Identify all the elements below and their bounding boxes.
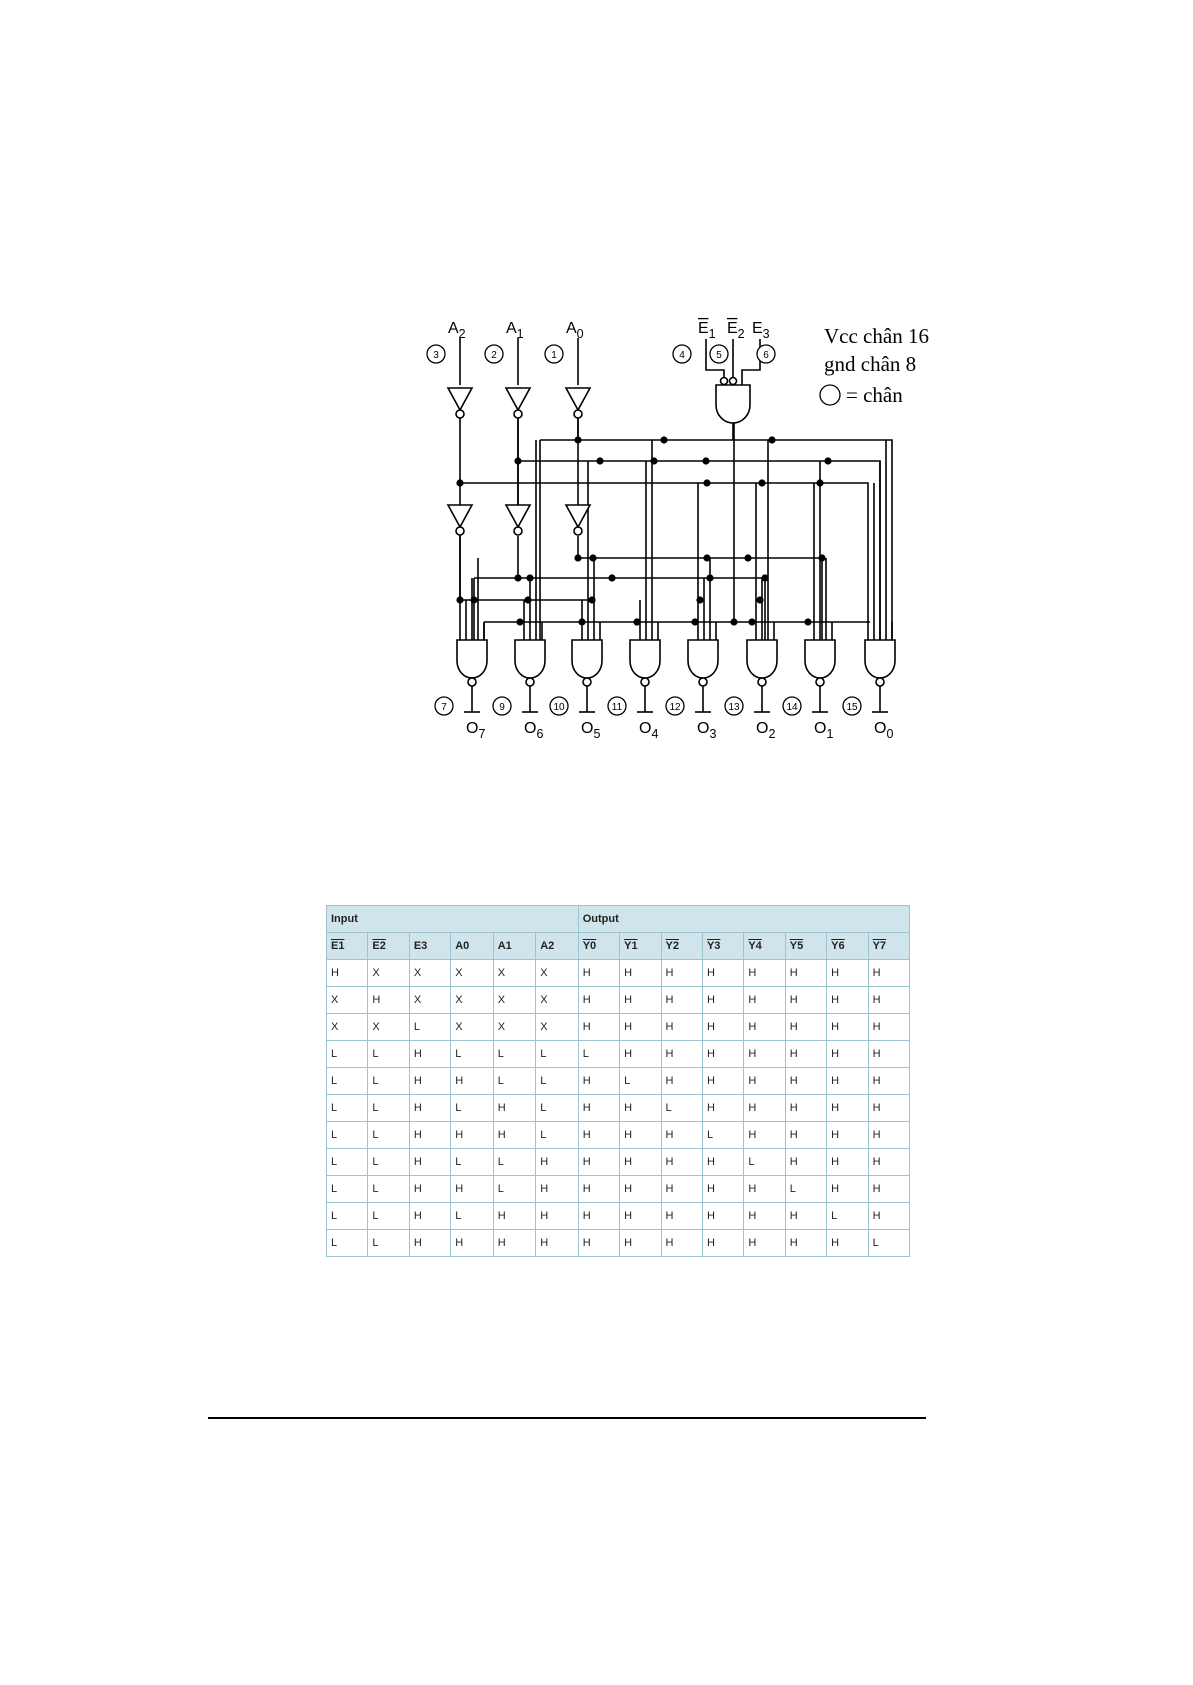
column-header-a2: A2 bbox=[536, 933, 579, 960]
table-cell: L bbox=[451, 1149, 494, 1176]
table-cell: H bbox=[785, 987, 826, 1014]
column-header-y6: Y6 bbox=[827, 933, 868, 960]
table-row bbox=[327, 987, 910, 1014]
signal-label: $O_0$ bbox=[874, 720, 894, 741]
junction-dot bbox=[650, 457, 657, 464]
table-cell: H bbox=[620, 1149, 661, 1176]
pin-number: 13 bbox=[728, 702, 740, 713]
junction-dot bbox=[748, 618, 755, 625]
table-cell: H bbox=[702, 1230, 743, 1257]
nand-gate bbox=[747, 640, 777, 678]
inverter-triangle bbox=[448, 388, 472, 410]
table-cell: H bbox=[785, 1149, 826, 1176]
table-cell: H bbox=[785, 1230, 826, 1257]
table-cell: H bbox=[785, 1095, 826, 1122]
column-header-e3: E3 bbox=[409, 933, 450, 960]
inversion-bubble bbox=[583, 678, 591, 686]
junction-dot bbox=[470, 596, 477, 603]
decoder-logic-diagram bbox=[0, 0, 1193, 760]
junction-dot bbox=[761, 574, 768, 581]
table-cell: H bbox=[702, 960, 743, 987]
table-cell: L bbox=[368, 1041, 409, 1068]
table-cell: H bbox=[620, 987, 661, 1014]
table-row bbox=[327, 1041, 910, 1068]
table-cell: H bbox=[578, 1149, 619, 1176]
legend-note: = chân bbox=[846, 383, 903, 407]
table-cell: H bbox=[744, 1203, 785, 1230]
table-cell: X bbox=[451, 987, 494, 1014]
table-cell: L bbox=[868, 1230, 909, 1257]
table-cell: L bbox=[327, 1176, 368, 1203]
table-cell: H bbox=[868, 987, 909, 1014]
table-cell: H bbox=[578, 1176, 619, 1203]
table-cell: H bbox=[702, 987, 743, 1014]
table-cell: H bbox=[620, 1041, 661, 1068]
junction-dot bbox=[516, 618, 523, 625]
input-group-header: Input bbox=[327, 906, 579, 933]
table-cell: L bbox=[451, 1041, 494, 1068]
table-cell: H bbox=[451, 1176, 494, 1203]
table-cell: X bbox=[368, 960, 409, 987]
table-row bbox=[327, 1230, 910, 1257]
table-cell: L bbox=[827, 1203, 868, 1230]
table-cell: X bbox=[536, 960, 579, 987]
signal-label: $A_0$ bbox=[566, 320, 584, 341]
pin-number: 5 bbox=[716, 350, 722, 361]
table-cell: H bbox=[661, 1068, 702, 1095]
column-header-a0: A0 bbox=[451, 933, 494, 960]
pin-number: 3 bbox=[433, 350, 439, 361]
table-cell: L bbox=[620, 1068, 661, 1095]
column-header-y4: Y4 bbox=[744, 933, 785, 960]
table-cell: H bbox=[868, 1122, 909, 1149]
signal-label: $O_7$ bbox=[466, 720, 486, 741]
junction-dot bbox=[514, 457, 521, 464]
junction-dot bbox=[768, 436, 775, 443]
table-cell: H bbox=[827, 1230, 868, 1257]
table-cell: H bbox=[744, 960, 785, 987]
table-cell: H bbox=[702, 1068, 743, 1095]
table-cell: H bbox=[661, 1149, 702, 1176]
table-cell: X bbox=[368, 1014, 409, 1041]
table-cell: H bbox=[868, 1068, 909, 1095]
table-cell: H bbox=[702, 1203, 743, 1230]
table-cell: L bbox=[493, 1176, 536, 1203]
inversion-bubble bbox=[514, 410, 522, 418]
table-cell: H bbox=[744, 1230, 785, 1257]
table-cell: L bbox=[327, 1068, 368, 1095]
table-cell: H bbox=[661, 987, 702, 1014]
inverter-triangle bbox=[448, 505, 472, 527]
junction-dot bbox=[608, 574, 615, 581]
table-row bbox=[327, 1149, 910, 1176]
table-cell: H bbox=[620, 1014, 661, 1041]
nand-gate bbox=[572, 640, 602, 678]
table-cell: H bbox=[451, 1122, 494, 1149]
junction-dot bbox=[702, 457, 709, 464]
column-header-y7: Y7 bbox=[868, 933, 909, 960]
table-cell: H bbox=[578, 1230, 619, 1257]
junction-dot bbox=[756, 596, 763, 603]
table-cell: H bbox=[451, 1230, 494, 1257]
inversion-bubble bbox=[514, 527, 522, 535]
table-cell: L bbox=[327, 1122, 368, 1149]
signal-label: $O_3$ bbox=[697, 720, 717, 741]
table-cell: L bbox=[493, 1041, 536, 1068]
table-cell: H bbox=[744, 1122, 785, 1149]
pin-number: 14 bbox=[786, 702, 798, 713]
junction-dot bbox=[514, 574, 521, 581]
table-cell: H bbox=[578, 1014, 619, 1041]
nand-gate bbox=[630, 640, 660, 678]
table-cell: H bbox=[702, 1014, 743, 1041]
signal-label: $A_1$ bbox=[506, 320, 524, 341]
table-cell: H bbox=[702, 1095, 743, 1122]
inversion-bubble bbox=[468, 678, 476, 686]
inverter-triangle bbox=[506, 388, 530, 410]
table-cell: H bbox=[785, 1068, 826, 1095]
table-cell: H bbox=[868, 1149, 909, 1176]
table-cell: L bbox=[368, 1203, 409, 1230]
inversion-bubble bbox=[699, 678, 707, 686]
table-cell: H bbox=[868, 960, 909, 987]
table-cell: H bbox=[827, 1014, 868, 1041]
table-cell: H bbox=[368, 987, 409, 1014]
table-cell: H bbox=[620, 1203, 661, 1230]
table-cell: H bbox=[620, 1122, 661, 1149]
signal-label: $E_2$ bbox=[727, 320, 745, 341]
table-cell: H bbox=[827, 960, 868, 987]
junction-dot bbox=[588, 596, 595, 603]
nand-gate bbox=[805, 640, 835, 678]
signal-label: $O_6$ bbox=[524, 720, 544, 741]
junction-dot bbox=[596, 457, 603, 464]
inversion-bubble bbox=[721, 378, 728, 385]
table-cell: H bbox=[868, 1041, 909, 1068]
table-row bbox=[327, 1014, 910, 1041]
table-cell: L bbox=[578, 1041, 619, 1068]
legend-note: gnd chân 8 bbox=[824, 352, 917, 376]
table-cell: L bbox=[451, 1095, 494, 1122]
junction-dot bbox=[804, 618, 811, 625]
table-cell: L bbox=[493, 1068, 536, 1095]
table-row bbox=[327, 1122, 910, 1149]
table-cell: L bbox=[493, 1149, 536, 1176]
table-cell: H bbox=[827, 1095, 868, 1122]
table-cell: L bbox=[536, 1041, 579, 1068]
table-cell: X bbox=[493, 960, 536, 987]
table-row bbox=[327, 1203, 910, 1230]
table-row bbox=[327, 1176, 910, 1203]
signal-label: $A_2$ bbox=[448, 320, 466, 341]
table-cell: H bbox=[827, 1149, 868, 1176]
table-cell: H bbox=[785, 1014, 826, 1041]
junction-dot bbox=[660, 436, 667, 443]
table-cell: X bbox=[451, 1014, 494, 1041]
inversion-bubble bbox=[758, 678, 766, 686]
junction-dot bbox=[696, 596, 703, 603]
wire bbox=[578, 440, 892, 640]
table-cell: H bbox=[327, 960, 368, 987]
table-cell: H bbox=[661, 1014, 702, 1041]
inversion-bubble bbox=[876, 678, 884, 686]
table-cell: H bbox=[702, 1149, 743, 1176]
table-cell: H bbox=[409, 1095, 450, 1122]
truth-table bbox=[326, 905, 910, 1257]
table-cell: L bbox=[368, 1095, 409, 1122]
nand-gate bbox=[457, 640, 487, 678]
table-cell: H bbox=[868, 1203, 909, 1230]
table-cell: H bbox=[827, 1122, 868, 1149]
table-cell: H bbox=[827, 1068, 868, 1095]
table-cell: H bbox=[744, 1014, 785, 1041]
table-cell: L bbox=[702, 1122, 743, 1149]
table-cell: H bbox=[409, 1230, 450, 1257]
junction-dot bbox=[730, 618, 737, 625]
table-cell: H bbox=[702, 1041, 743, 1068]
table-cell: H bbox=[493, 1122, 536, 1149]
inversion-bubble bbox=[456, 527, 464, 535]
column-header-y5: Y5 bbox=[785, 933, 826, 960]
table-cell: X bbox=[536, 1014, 579, 1041]
junction-dot bbox=[524, 596, 531, 603]
wire bbox=[474, 578, 765, 640]
column-header-y3: Y3 bbox=[702, 933, 743, 960]
inversion-bubble bbox=[730, 378, 737, 385]
table-cell: H bbox=[493, 1203, 536, 1230]
table-cell: L bbox=[409, 1014, 450, 1041]
legend-pin-circle bbox=[820, 385, 840, 405]
table-cell: L bbox=[536, 1095, 579, 1122]
table-cell: L bbox=[785, 1176, 826, 1203]
pin-number: 4 bbox=[679, 350, 685, 361]
junction-dot bbox=[578, 618, 585, 625]
table-cell: H bbox=[868, 1176, 909, 1203]
table-cell: H bbox=[578, 1095, 619, 1122]
pin-number: 15 bbox=[846, 702, 858, 713]
table-cell: L bbox=[368, 1176, 409, 1203]
pin-number: 9 bbox=[499, 702, 505, 713]
table-cell: H bbox=[744, 1041, 785, 1068]
table-cell: H bbox=[451, 1068, 494, 1095]
inversion-bubble bbox=[456, 410, 464, 418]
table-cell: H bbox=[620, 1176, 661, 1203]
table-cell: H bbox=[744, 1068, 785, 1095]
table-cell: X bbox=[536, 987, 579, 1014]
junction-dot bbox=[589, 554, 596, 561]
junction-dot bbox=[706, 574, 713, 581]
column-header-y2: Y2 bbox=[661, 933, 702, 960]
junction-dot bbox=[456, 596, 463, 603]
table-cell: H bbox=[620, 960, 661, 987]
table-cell: X bbox=[409, 987, 450, 1014]
column-header-a1: A1 bbox=[493, 933, 536, 960]
table-cell: L bbox=[327, 1041, 368, 1068]
junction-dot bbox=[758, 479, 765, 486]
signal-label: $O_1$ bbox=[814, 720, 834, 741]
nand-gate bbox=[865, 640, 895, 678]
junction-dot bbox=[574, 436, 581, 443]
inversion-bubble bbox=[526, 678, 534, 686]
table-cell: H bbox=[785, 960, 826, 987]
table-cell: H bbox=[578, 1068, 619, 1095]
signal-label: $O_4$ bbox=[639, 720, 659, 741]
table-row bbox=[327, 960, 910, 987]
table-cell: H bbox=[536, 1176, 579, 1203]
junction-dot bbox=[703, 554, 710, 561]
table-cell: H bbox=[493, 1095, 536, 1122]
signal-label: $O_5$ bbox=[581, 720, 601, 741]
table-cell: H bbox=[536, 1203, 579, 1230]
table-cell: L bbox=[368, 1149, 409, 1176]
table-cell: L bbox=[327, 1230, 368, 1257]
junction-dot bbox=[703, 479, 710, 486]
column-header-e2: E2 bbox=[368, 933, 409, 960]
nand-gate bbox=[515, 640, 545, 678]
pin-number: 12 bbox=[669, 702, 681, 713]
table-cell: L bbox=[368, 1068, 409, 1095]
table-cell: H bbox=[409, 1149, 450, 1176]
table-cell: H bbox=[827, 987, 868, 1014]
signal-label: $E_1$ bbox=[698, 320, 716, 341]
table-cell: X bbox=[327, 1014, 368, 1041]
junction-dot bbox=[691, 618, 698, 625]
table-cell: H bbox=[744, 1095, 785, 1122]
table-cell: H bbox=[785, 1122, 826, 1149]
table-cell: L bbox=[451, 1203, 494, 1230]
page-footer-rule bbox=[208, 1417, 926, 1419]
table-cell: H bbox=[578, 1203, 619, 1230]
table-cell: X bbox=[493, 1014, 536, 1041]
table-cell: L bbox=[536, 1122, 579, 1149]
junction-dot bbox=[633, 618, 640, 625]
table-cell: X bbox=[451, 960, 494, 987]
table-cell: H bbox=[493, 1230, 536, 1257]
table-cell: L bbox=[327, 1203, 368, 1230]
column-header-y1: Y1 bbox=[620, 933, 661, 960]
inversion-bubble bbox=[816, 678, 824, 686]
table-cell: H bbox=[536, 1149, 579, 1176]
table-cell: L bbox=[327, 1095, 368, 1122]
column-header-y0: Y0 bbox=[578, 933, 619, 960]
inversion-bubble bbox=[641, 678, 649, 686]
table-cell: H bbox=[578, 987, 619, 1014]
signal-label: $E_3$ bbox=[752, 320, 770, 341]
pin-number: 11 bbox=[611, 702, 623, 713]
junction-dot bbox=[744, 554, 751, 561]
inverter-triangle bbox=[566, 505, 590, 527]
table-cell: H bbox=[785, 1041, 826, 1068]
table-cell: H bbox=[744, 987, 785, 1014]
table-cell: H bbox=[578, 1122, 619, 1149]
table-cell: L bbox=[744, 1149, 785, 1176]
table-cell: H bbox=[744, 1176, 785, 1203]
table-cell: H bbox=[661, 1203, 702, 1230]
table-cell: H bbox=[785, 1203, 826, 1230]
inverter-triangle bbox=[566, 388, 590, 410]
pin-number: 2 bbox=[491, 350, 497, 361]
table-cell: H bbox=[661, 1041, 702, 1068]
junction-dot bbox=[818, 554, 825, 561]
table-cell: L bbox=[368, 1122, 409, 1149]
table-cell: X bbox=[493, 987, 536, 1014]
pin-number: 7 bbox=[441, 702, 447, 713]
junction-dot bbox=[456, 479, 463, 486]
table-cell: H bbox=[409, 1203, 450, 1230]
table-cell: H bbox=[409, 1122, 450, 1149]
table-cell: H bbox=[661, 1122, 702, 1149]
table-cell: H bbox=[868, 1014, 909, 1041]
junction-dot bbox=[574, 554, 581, 561]
table-cell: H bbox=[661, 1230, 702, 1257]
junction-dot bbox=[526, 574, 533, 581]
signal-label: $O_2$ bbox=[756, 720, 776, 741]
table-cell: X bbox=[409, 960, 450, 987]
table-cell: L bbox=[327, 1149, 368, 1176]
table-cell: L bbox=[536, 1068, 579, 1095]
pin-number: 6 bbox=[763, 350, 769, 361]
junction-dot bbox=[816, 479, 823, 486]
table-cell: L bbox=[368, 1230, 409, 1257]
inverter-triangle bbox=[506, 505, 530, 527]
column-header-e1: E1 bbox=[327, 933, 368, 960]
table-cell: L bbox=[661, 1095, 702, 1122]
table-cell: H bbox=[827, 1041, 868, 1068]
junction-dot bbox=[824, 457, 831, 464]
inversion-bubble bbox=[574, 410, 582, 418]
wire bbox=[742, 339, 760, 385]
table-cell: H bbox=[620, 1230, 661, 1257]
table-cell: H bbox=[827, 1176, 868, 1203]
table-row bbox=[327, 1095, 910, 1122]
table-cell: H bbox=[661, 1176, 702, 1203]
table-cell: H bbox=[409, 1176, 450, 1203]
legend-note: Vcc chân 16 bbox=[824, 324, 929, 348]
pin-number: 10 bbox=[553, 702, 565, 713]
pin-number: 1 bbox=[551, 350, 557, 361]
table-cell: H bbox=[868, 1095, 909, 1122]
table-cell: H bbox=[578, 960, 619, 987]
table-cell: H bbox=[702, 1176, 743, 1203]
table-row bbox=[327, 1068, 910, 1095]
enable-and-gate bbox=[716, 385, 750, 423]
table-cell: H bbox=[536, 1230, 579, 1257]
output-group-header: Output bbox=[578, 906, 909, 933]
inversion-bubble bbox=[574, 527, 582, 535]
table-cell: H bbox=[661, 960, 702, 987]
table-cell: X bbox=[327, 987, 368, 1014]
table-cell: H bbox=[409, 1041, 450, 1068]
table-cell: H bbox=[620, 1095, 661, 1122]
nand-gate bbox=[688, 640, 718, 678]
table-cell: H bbox=[409, 1068, 450, 1095]
